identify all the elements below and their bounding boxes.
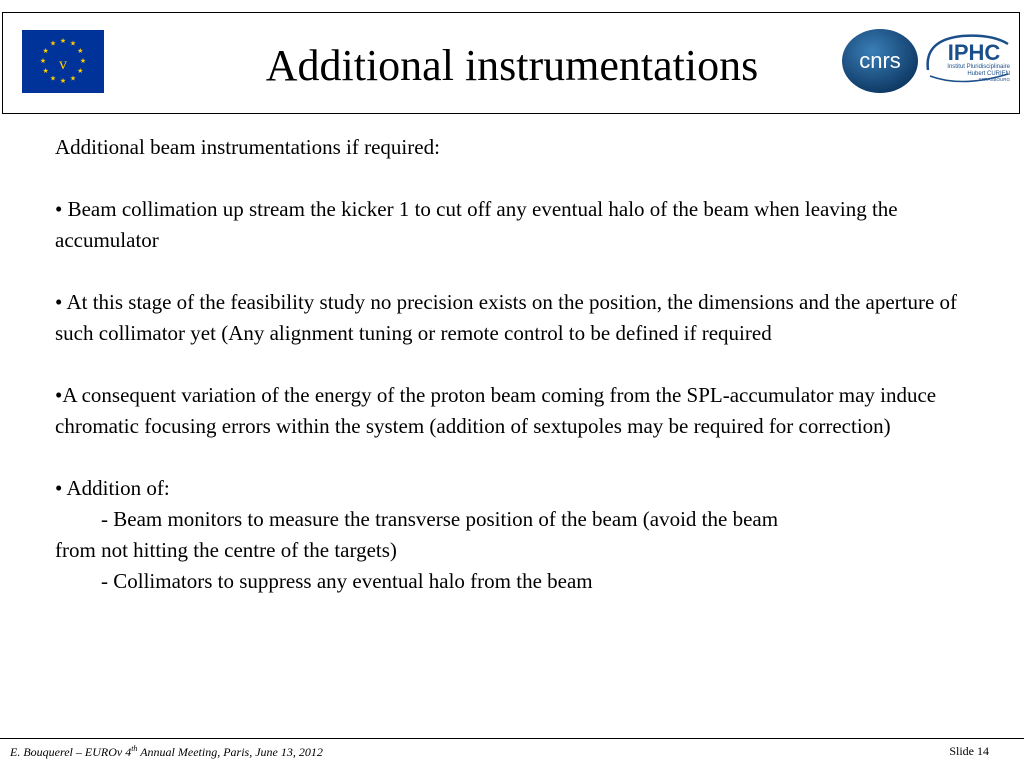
iphc-subtitle-2: Hubert CURIEN [967, 71, 1010, 77]
iphc-logo-text: IPHC [947, 40, 1001, 65]
svg-text:★: ★ [59, 37, 67, 45]
cnrs-logo [840, 28, 920, 94]
bullet-feasibility: • At this stage of the feasibility study no precision exists on the position, the dimensions and the aperture of such collimator yet (Any alignment tuning or remote control to be defined if required [55, 290, 958, 345]
footer-author: E. Bouquerel – EUROv 4 [10, 745, 132, 759]
sub-item-beam-monitors: - Beam monitors to measure the transverse position of the beam (avoid the beam [101, 507, 779, 531]
svg-text:★: ★ [39, 57, 47, 65]
footer-divider [0, 738, 1024, 739]
svg-text:★: ★ [79, 57, 87, 65]
sub-item-beam-monitors-cont: from not hitting the centre of the targets) [55, 538, 397, 562]
footer-event: Annual Meeting, Paris, June 13, 2012 [137, 745, 323, 759]
slide-number: Slide 14 [949, 744, 989, 758]
bullet-energy-variation: •A consequent variation of the energy of the proton beam coming from the SPL-accumulator may induce chromatic focusing errors within the system (addition of sextupoles may be required for correction) [55, 383, 937, 438]
iphc-logo [922, 30, 1014, 92]
sub-item-collimators: - Collimators to suppress any eventual halo from the beam [101, 569, 593, 593]
svg-text:★: ★ [77, 67, 84, 75]
intro-text: Additional beam instrumentations if required: [55, 135, 440, 159]
eu-logo-letter: v [59, 56, 67, 73]
bullet-addition-head: • Addition of: [55, 476, 170, 500]
svg-text:★: ★ [77, 47, 84, 55]
svg-text:★: ★ [59, 77, 67, 85]
iphc-subtitle-3: STRASBOURG [978, 77, 1010, 82]
svg-text:★: ★ [69, 74, 77, 83]
slide-body [55, 132, 975, 597]
svg-text:★: ★ [49, 74, 57, 83]
page-title: Additional instrumentations [265, 41, 759, 90]
eu-flag-logo [22, 30, 104, 93]
cnrs-logo-text: cnrs [859, 48, 901, 73]
svg-text:★: ★ [42, 47, 49, 55]
footer-citation [10, 744, 323, 760]
bullet-collimation: • Beam collimation up stream the kicker 1 to cut off any eventual halo of the beam when leaving the accumulator [55, 197, 898, 252]
iphc-subtitle-1: Institut Pluridisciplinaire [947, 64, 1010, 70]
svg-text:★: ★ [69, 39, 77, 48]
svg-text:★: ★ [49, 39, 57, 48]
footer-sup: th [131, 744, 138, 753]
svg-text:★: ★ [42, 67, 49, 75]
